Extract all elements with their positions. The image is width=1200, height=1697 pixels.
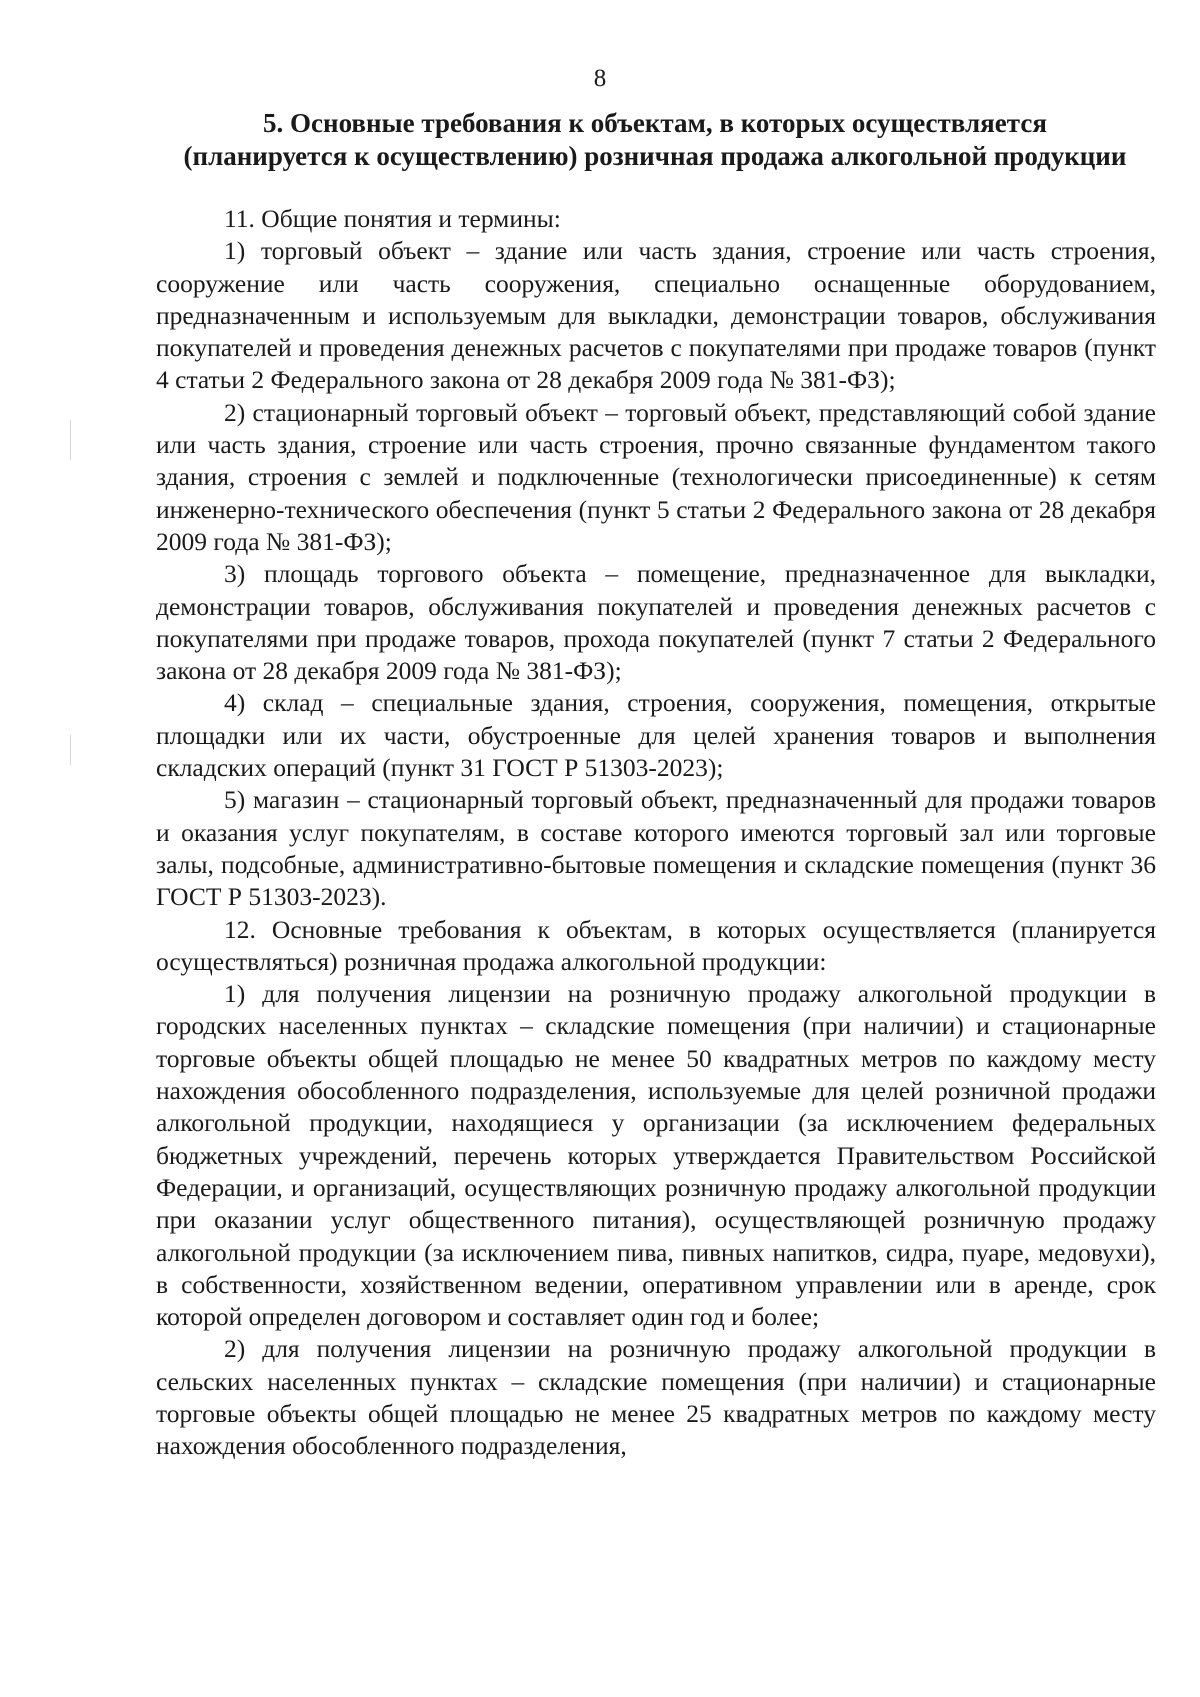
paragraph-item-12: 12. Основные требования к объектам, в которых осуществляется (планируется осуществляться) розничная продажа алкогольной продукции:	[156, 914, 1156, 976]
paragraph-definition-stationary-object: 2) стационарный торговый объект – торговый объект, представляющий собой здание или часть здания, строение или часть строения, прочно связанные фундаментом такого здания, строения с землей и подключенные (технологически присоединенные) к сетям инженерно-технического обеспечения (пункт 5 статьи 2 Федерального закона от 28 декабря 2009 года № 381-ФЗ);	[156, 397, 1156, 556]
section-heading	[150, 107, 1160, 173]
paragraph-requirement-rural: 2) для получения лицензии на розничную продажу алкогольной продукции в сельских населенных пунктах – складские помещения (при наличии) и стационарные торговые объекты общей площадью не менее 25 квадратных метров по каждому месту нахождения обособленного подразделения,	[156, 1334, 1156, 1461]
body-text	[156, 203, 1156, 1463]
scan-margin-mark	[70, 735, 71, 765]
page-number: 8	[593, 65, 607, 92]
scan-margin-mark	[70, 420, 71, 460]
paragraph-requirement-urban: 1) для получения лицензии на розничную продажу алкогольной продукции в городских населенных пунктах – складские помещения (при наличии) и стационарные торговые объекты общей площадью не менее 50 квадратных метров по каждому месту нахождения обособленного подразделения, используемые для целей розничной продажи алкогольной продукции, находящиеся у организации (за исключением федеральных бюджетных учреждений, перечень которых утверждается Правительством Российской Федерации, и организаций, осуществляющих розничную продажу алкогольной продукции при оказании услуг общественного питания), осуществляющей розничную продажу алкогольной продукции (за исключением пива, пивных напитков, сидра, пуаре, медовухи), в собственности, хозяйственном ведении, оперативном управлении или в аренде, срок которой определен договором и составляет один год и более;	[156, 979, 1156, 1332]
paragraph-definition-trade-object: 1) торговый объект – здание или часть здания, строение или часть строения, сооружение или часть сооружения, специально оснащенные оборудованием, предназначенным и используемым для выкладки, демонстрации товаров, обслуживания покупателей и проведения денежных расчетов с покупателями при продаже товаров (пункт 4 статьи 2 Федерального закона от 28 декабря 2009 года № 381-ФЗ);	[156, 236, 1156, 395]
paragraph-definition-warehouse: 4) склад – специальные здания, строения, сооружения, помещения, открытые площадки или их части, обустроенные для целей хранения товаров и выполнения складских операций (пункт 31 ГОСТ Р 51303-2023);	[156, 688, 1156, 783]
paragraph-definition-trade-area: 3) площадь торгового объекта – помещение, предназначенное для выкладки, демонстрации товаров, обслуживания покупателей и проведения денежных расчетов с покупателями при продаже товаров, прохода покупателей (пункт 7 статьи 2 Федерального закона от 28 декабря 2009 года № 381-ФЗ);	[156, 559, 1156, 686]
paragraph-definition-store: 5) магазин – стационарный торговый объект, предназначенный для продажи товаров и оказания услуг покупателям, в составе которого имеются торговый зал или торговые залы, подсобные, административно-бытовые помещения и складские помещения (пункт 36 ГОСТ Р 51303-2023).	[156, 785, 1156, 912]
paragraph-item-11: 11. Общие понятия и термины:	[224, 204, 561, 233]
section-heading-line: 5. Основные требования к объектам, в которых осуществляется	[263, 108, 1047, 138]
section-heading-line: (планируется к осуществлению) розничная продажа алкогольной продукции	[183, 141, 1127, 171]
